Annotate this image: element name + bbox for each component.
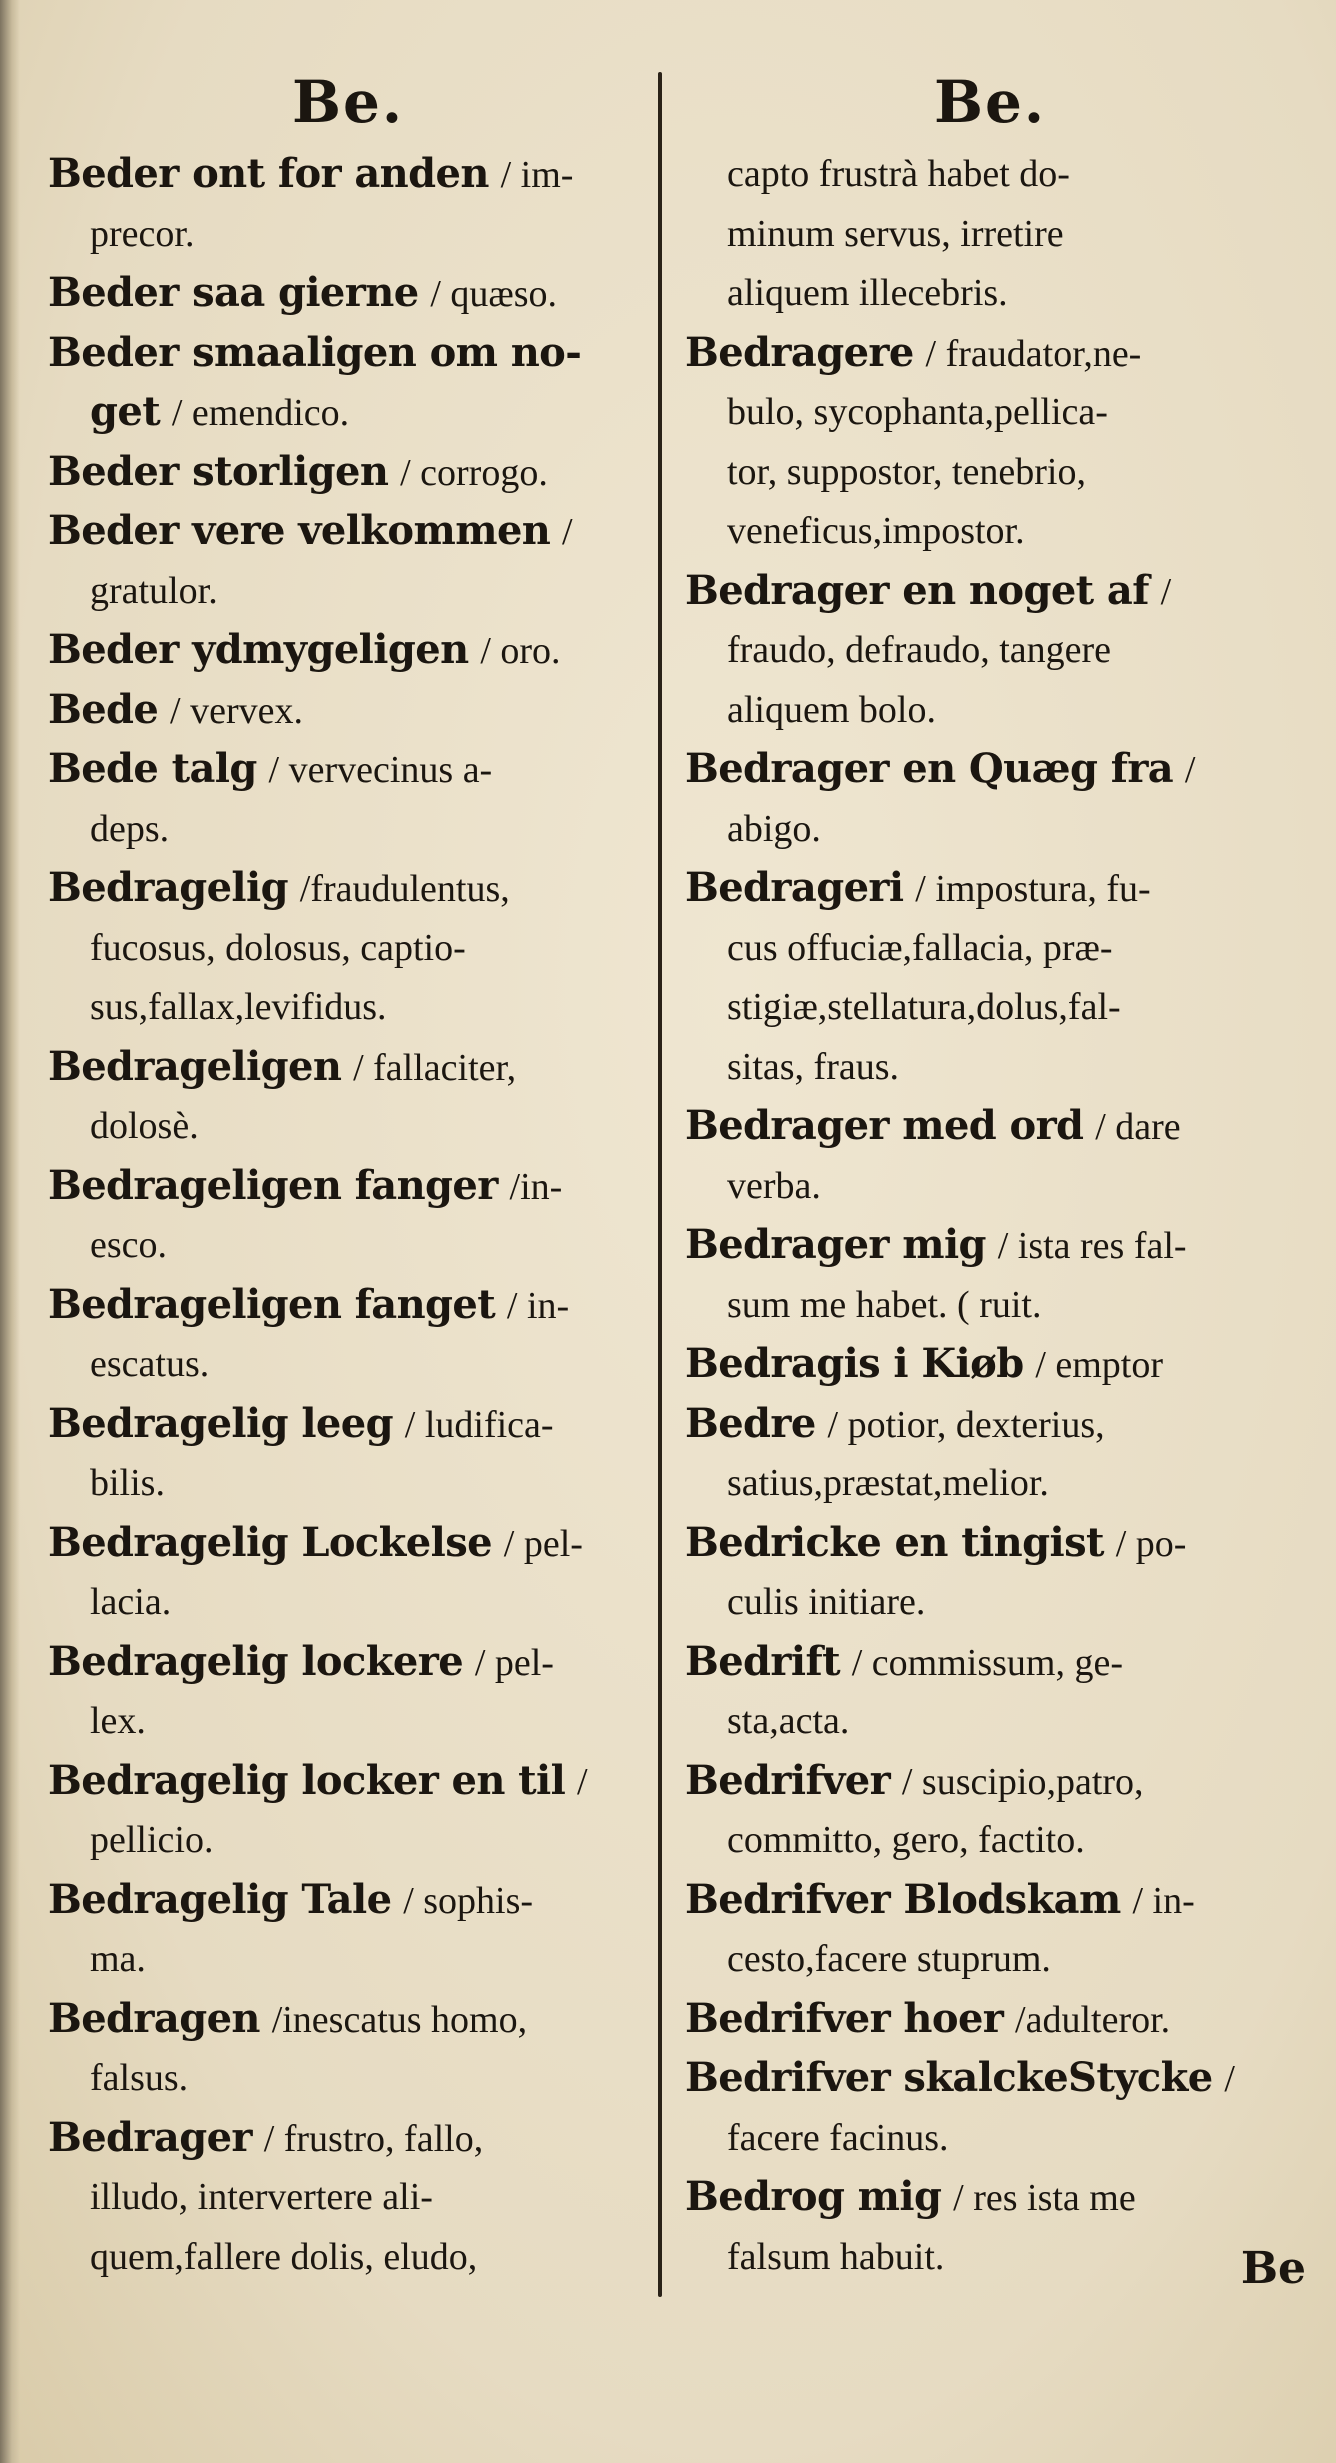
- dictionary-line: [685, 1215, 1295, 1275]
- dictionary-line: [48, 2048, 648, 2108]
- dictionary-line: [685, 1453, 1295, 1513]
- latin-gloss: deps.: [90, 807, 170, 850]
- dictionary-line: [48, 1513, 648, 1573]
- headword: Bedricke en tingist: [685, 1518, 1104, 1566]
- dictionary-line: [685, 501, 1295, 561]
- dictionary-line: [48, 1870, 648, 1930]
- dictionary-line: [685, 204, 1295, 264]
- latin-gloss: / frustro, fallo,: [263, 2117, 484, 2160]
- headword: Bedrifver hoer: [685, 1994, 1004, 2042]
- dictionary-line: [48, 323, 648, 383]
- latin-gloss: /: [562, 511, 573, 553]
- latin-gloss: bulo, sycophanta,pellica-: [727, 391, 1108, 433]
- dictionary-line: [48, 263, 648, 323]
- dictionary-line: [685, 1394, 1295, 1454]
- latin-gloss: / vervex.: [170, 689, 303, 732]
- latin-gloss: sta,acta.: [727, 1700, 850, 1742]
- headword: Beder storligen: [48, 447, 389, 495]
- latin-gloss: pellicio.: [90, 1819, 214, 1861]
- dictionary-line: [685, 1572, 1295, 1632]
- headword: Bede talg: [48, 745, 257, 792]
- latin-gloss: /fraudulentus,: [299, 868, 510, 910]
- latin-gloss: / ludifica-: [404, 1403, 554, 1446]
- left-column: [48, 60, 648, 2286]
- headword: Bedragelig Lockelse: [48, 1518, 493, 1566]
- latin-gloss: sitas, fraus.: [727, 1045, 900, 1088]
- latin-gloss: minum servus, irretire: [727, 212, 1064, 255]
- page-binding-edge: [0, 0, 20, 2463]
- latin-gloss: bilis.: [90, 1462, 165, 1504]
- dictionary-line: [685, 1751, 1295, 1811]
- dictionary-line: [685, 1810, 1295, 1870]
- latin-gloss: esco.: [90, 1224, 168, 1266]
- headword: Bedre: [685, 1399, 816, 1447]
- latin-gloss: / in-: [1132, 1879, 1195, 1922]
- right-entry-list: [685, 144, 1295, 2286]
- dictionary-line: [685, 382, 1295, 442]
- headword: Bedragelig leeg: [48, 1399, 393, 1447]
- dictionary-line: [48, 1156, 648, 1216]
- right-column: [685, 60, 1295, 2286]
- headword: Bedrager mig: [685, 1221, 986, 1268]
- latin-gloss: sus,fallax,levifidus.: [90, 986, 387, 1028]
- headword: Bedrageligen fanget: [48, 1280, 496, 1328]
- latin-gloss: / suscipio,patro,: [901, 1760, 1144, 1803]
- dictionary-line: [48, 501, 648, 561]
- headword: Bedragelig Tale: [48, 1875, 392, 1923]
- latin-gloss: satius,præstat,melior.: [727, 1462, 1049, 1504]
- headword: Bedrifver Blodskam: [685, 1875, 1121, 1923]
- dictionary-line: [48, 680, 648, 740]
- dictionary-line: [685, 1632, 1295, 1692]
- latin-gloss: capto frustrà habet do-: [727, 153, 1070, 195]
- dictionary-line: [685, 1691, 1295, 1751]
- dictionary-line: [48, 1037, 648, 1097]
- dictionary-line: [48, 1096, 648, 1156]
- column-divider-rule: [658, 72, 662, 2297]
- headword: Bedrager: [48, 2113, 252, 2161]
- latin-gloss: /in-: [509, 1165, 563, 1208]
- latin-gloss: precor.: [90, 212, 195, 255]
- latin-gloss: stigiæ,stellatura,dolus,fal-: [727, 986, 1121, 1028]
- dictionary-line: [685, 1870, 1295, 1930]
- dictionary-line: [685, 263, 1295, 323]
- dictionary-line: [685, 977, 1295, 1037]
- dictionary-line: [48, 561, 648, 621]
- latin-gloss: cesto,facere stuprum.: [727, 1938, 1051, 1980]
- latin-gloss: cus offuciæ,fallacia, præ-: [727, 926, 1113, 969]
- dictionary-line: [685, 323, 1295, 383]
- latin-gloss: falsus.: [90, 2057, 189, 2099]
- latin-gloss: / commissum, ge-: [851, 1641, 1124, 1684]
- headword: Bedrager med ord: [685, 1102, 1084, 1149]
- headword: Bedrager en noget af: [685, 566, 1149, 614]
- latin-gloss: / quæso.: [430, 273, 558, 315]
- dictionary-line: [48, 1691, 648, 1751]
- latin-gloss: aliquem illecebris.: [727, 272, 1008, 314]
- dictionary-line: [48, 1215, 648, 1275]
- headword: Bedragis i Kiøb: [685, 1340, 1024, 1387]
- dictionary-line: [685, 1156, 1295, 1216]
- dictionary-line: [685, 561, 1295, 621]
- headword: Bedragelig lockere: [48, 1637, 464, 1685]
- dictionary-line: [48, 1275, 648, 1335]
- dictionary-line: [48, 1572, 648, 1632]
- dictionary-line: [48, 1334, 648, 1394]
- latin-gloss: / oro.: [480, 630, 561, 672]
- dictionary-line: [685, 858, 1295, 918]
- latin-gloss: ma.: [90, 1938, 146, 1980]
- dictionary-line: [48, 977, 648, 1037]
- latin-gloss: veneficus,impostor.: [727, 510, 1025, 552]
- dictionary-line: [48, 204, 648, 264]
- latin-gloss: /: [577, 1760, 588, 1803]
- headword: Bedrifver: [685, 1756, 891, 1804]
- dictionary-line: [685, 1989, 1295, 2049]
- dictionary-line: [48, 2108, 648, 2168]
- dictionary-line: [685, 2108, 1295, 2168]
- latin-gloss: fucosus, dolosus, captio-: [90, 926, 466, 969]
- headword: Beder ont for anden: [48, 150, 489, 197]
- latin-gloss: / po-: [1115, 1522, 1187, 1565]
- headword: Bedragelig: [48, 864, 288, 911]
- dictionary-line: [48, 1632, 648, 1692]
- dictionary-line: [685, 680, 1295, 740]
- latin-gloss: / res ista me: [953, 2177, 1136, 2219]
- latin-gloss: verba.: [727, 1164, 821, 1207]
- dictionary-line: [48, 2227, 648, 2287]
- latin-gloss: /inescatus homo,: [271, 1998, 528, 2041]
- dictionary-line: [685, 2227, 1295, 2287]
- dictionary-line: [685, 1096, 1295, 1156]
- latin-gloss: / sophis-: [403, 1879, 534, 1922]
- latin-gloss: /: [1184, 749, 1196, 791]
- dictionary-line: [685, 1334, 1295, 1394]
- dictionary-line: [48, 620, 648, 680]
- catchword: Be: [1240, 2243, 1306, 2294]
- headword: Bedrageligen: [48, 1042, 342, 1090]
- headword: Bedrageligen fanger: [48, 1161, 498, 1209]
- latin-gloss: /: [1224, 2058, 1235, 2100]
- latin-gloss: / emendico.: [171, 392, 350, 434]
- dictionary-line: [48, 442, 648, 502]
- headword: Bedrageri: [685, 864, 904, 911]
- latin-gloss: sum me habet. ( ruit.: [727, 1283, 1042, 1326]
- dictionary-line: [685, 144, 1295, 204]
- latin-gloss: / pel-: [474, 1641, 554, 1684]
- headword: Beder smaaligen om no-: [48, 328, 582, 376]
- latin-gloss: / im-: [500, 154, 574, 196]
- latin-gloss: / in-: [506, 1284, 570, 1327]
- dictionary-line: [685, 2048, 1295, 2108]
- headword: Bede: [48, 685, 159, 733]
- latin-gloss: / dare: [1095, 1106, 1181, 1148]
- headword: get: [90, 388, 161, 435]
- latin-gloss: aliquem bolo.: [727, 688, 936, 731]
- latin-gloss: /: [1160, 570, 1172, 613]
- latin-gloss: tor, suppostor, tenebrio,: [727, 450, 1086, 493]
- dictionary-line: [48, 1810, 648, 1870]
- latin-gloss: lacia.: [90, 1581, 172, 1623]
- dictionary-line: [685, 1037, 1295, 1097]
- latin-gloss: escatus.: [90, 1343, 210, 1385]
- latin-gloss: fraudo, defraudo, tangere: [727, 629, 1112, 671]
- dictionary-line: [48, 858, 648, 918]
- headword: Beder vere velkommen: [48, 507, 551, 554]
- dictionary-line: [685, 1929, 1295, 1989]
- headword: Beder saa gierne: [48, 269, 419, 316]
- latin-gloss: / pel-: [503, 1522, 583, 1565]
- latin-gloss: /adulteror.: [1015, 1998, 1171, 2041]
- dictionary-line: [685, 442, 1295, 502]
- latin-gloss: lex.: [90, 1700, 146, 1742]
- latin-gloss: / potior, dexterius,: [827, 1403, 1105, 1446]
- headword: Bedrager en Quæg fra: [685, 745, 1174, 792]
- dictionary-line: [48, 2167, 648, 2227]
- latin-gloss: / fallaciter,: [353, 1046, 517, 1089]
- headword: Bedrifver skalckeStycke: [685, 2054, 1213, 2101]
- latin-gloss: abigo.: [727, 807, 821, 850]
- dictionary-line: [48, 1453, 648, 1513]
- latin-gloss: culis initiare.: [727, 1581, 926, 1623]
- latin-gloss: / ista res fal-: [997, 1225, 1187, 1267]
- headword: Bedrift: [685, 1637, 840, 1685]
- dictionary-line: [48, 1394, 648, 1454]
- latin-gloss: falsum habuit.: [727, 2235, 945, 2278]
- latin-gloss: dolosè.: [90, 1105, 199, 1147]
- dictionary-line: [685, 918, 1295, 978]
- dictionary-line: [685, 1275, 1295, 1335]
- left-column-header: Be.: [291, 68, 405, 136]
- latin-gloss: gratulor.: [90, 569, 218, 612]
- dictionary-line: [685, 1513, 1295, 1573]
- headword: Beder ydmygeligen: [48, 626, 469, 673]
- latin-gloss: / fraudator,ne-: [925, 332, 1142, 375]
- dictionary-line: [48, 739, 648, 799]
- latin-gloss: illudo, intervertere ali-: [90, 2176, 433, 2218]
- latin-gloss: / vervecinus a-: [268, 749, 493, 791]
- dictionary-line: [48, 1751, 648, 1811]
- latin-gloss: facere facinus.: [727, 2116, 949, 2159]
- dictionary-line: [685, 620, 1295, 680]
- dictionary-line: [48, 1989, 648, 2049]
- dictionary-line: [685, 739, 1295, 799]
- latin-gloss: / corrogo.: [400, 451, 548, 494]
- latin-gloss: committo, gero, factito.: [727, 1819, 1085, 1861]
- latin-gloss: / impostura, fu-: [915, 868, 1151, 910]
- headword: Bedragere: [685, 328, 914, 376]
- dictionary-line: [48, 144, 648, 204]
- dictionary-line: [685, 2167, 1295, 2227]
- dictionary-line: [48, 799, 648, 859]
- latin-gloss: quem,fallere dolis, eludo,: [90, 2235, 478, 2278]
- headword: Bedragen: [48, 1994, 260, 2042]
- dictionary-line: [685, 799, 1295, 859]
- right-column-header: Be.: [933, 68, 1047, 136]
- headword: Bedragelig locker en til: [48, 1756, 566, 1804]
- left-entry-list: [48, 144, 648, 2286]
- dictionary-line: [48, 918, 648, 978]
- latin-gloss: / emptor: [1035, 1344, 1164, 1386]
- dictionary-line: [48, 1929, 648, 1989]
- headword: Bedrog mig: [685, 2173, 942, 2220]
- dictionary-line: [48, 382, 648, 442]
